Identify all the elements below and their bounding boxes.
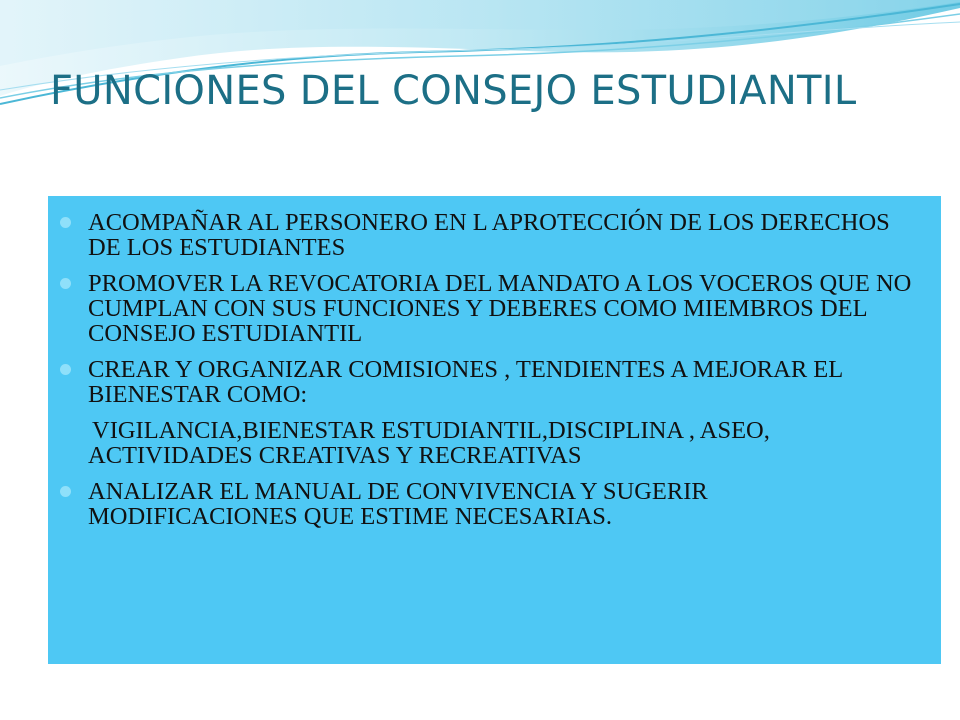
list-item-text: CREAR Y ORGANIZAR COMISIONES , TENDIENTES A MEJORAR EL BIENESTAR COMO: (88, 356, 843, 408)
bullet-icon (60, 217, 71, 228)
bullet-icon (60, 364, 71, 375)
bullet-list (88, 210, 915, 529)
list-item-continuation (88, 418, 915, 468)
list-item (88, 271, 915, 346)
list-item-text: ACOMPAÑAR AL PERSONERO EN L APROTECCIÓN DE LOS DERECHOS DE LOS ESTUDIANTES (88, 209, 890, 261)
bullet-icon (60, 486, 71, 497)
bullet-icon (60, 278, 71, 289)
list-item-text: PROMOVER LA REVOCATORIA DEL MANDATO A LOS VOCEROS QUE NO CUMPLAN CON SUS FUNCIONES Y DEBERES COMO MIEMBROS DEL CONSEJO ESTUDIANTIL (88, 270, 912, 347)
list-item-text: VIGILANCIA,BIENESTAR ESTUDIANTIL,DISCIPLINA , ASEO, ACTIVIDADES CREATIVAS Y RECREATIVAS (88, 417, 770, 469)
list-item (88, 479, 915, 529)
content-box (48, 196, 941, 664)
list-item-text: ANALIZAR EL MANUAL DE CONVIVENCIA Y SUGERIR MODIFICACIONES QUE ESTIME NECESARIAS. (88, 478, 708, 530)
slide-title: FUNCIONES DEL CONSEJO ESTUDIANTIL (50, 68, 857, 114)
list-item (88, 210, 915, 260)
list-item (88, 357, 915, 407)
